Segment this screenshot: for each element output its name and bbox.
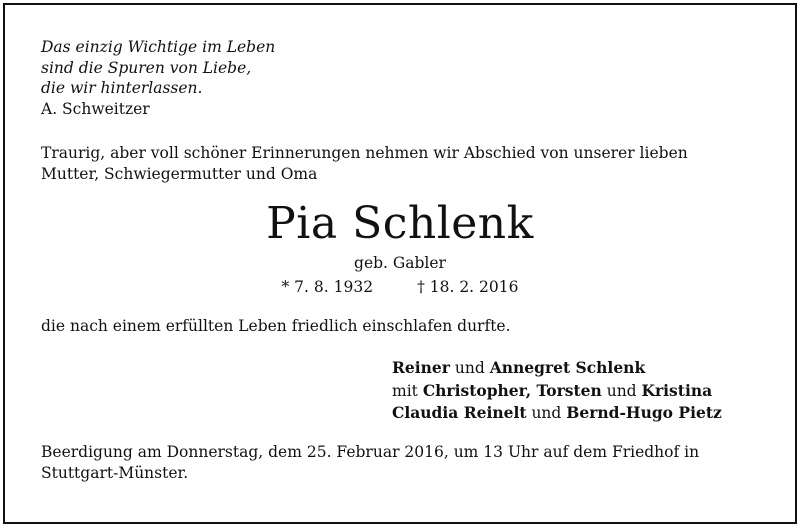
mourner-name: Reiner: [392, 358, 450, 377]
birth-date: * 7. 8. 1932: [281, 278, 374, 296]
mourners-row: [392, 402, 722, 425]
intro-text: [41, 143, 771, 185]
joiner: und: [449, 359, 490, 377]
epigraph-author: A. Schweitzer: [41, 99, 150, 118]
birth-name: geb. Gabler: [354, 254, 446, 272]
mourner-name: Annegret Schlenk: [489, 358, 646, 377]
epigraph-line: sind die Spuren von Liebe,: [41, 58, 252, 77]
joiner: und: [601, 381, 642, 400]
joiner: und: [526, 404, 567, 422]
intro-line: Traurig, aber voll schöner Erinnerungen nehmen wir Abschied von unserer lieben: [41, 144, 688, 162]
deceased-name: Pia Schlenk: [266, 198, 534, 249]
mourner-name: Bernd-Hugo Pietz: [566, 403, 722, 422]
funeral-info: [41, 442, 771, 484]
funeral-line: Stuttgart-Münster.: [41, 464, 189, 482]
mourners-row: [392, 380, 722, 403]
life-dates: [0, 277, 800, 297]
epigraph-line: Das einzig Wichtige im Leben: [41, 38, 276, 56]
epigraph-line: die wir hinterlassen.: [41, 79, 203, 97]
mourners-signature: [392, 357, 722, 425]
joiner: mit: [392, 381, 423, 400]
mourner-name: Claudia Reinelt: [392, 403, 527, 422]
intro-line: Mutter, Schwiegermutter und Oma: [41, 165, 318, 183]
funeral-line: Beerdigung am Donnerstag, dem 25. Februar 2016, um 13 Uhr auf dem Friedhof in: [41, 443, 700, 461]
closing-text: die nach einem erfüllten Leben friedlich einschlafen durfte.: [41, 317, 511, 335]
mourner-name: Christopher, Torsten: [422, 380, 602, 400]
mourner-name: Kristina: [641, 380, 713, 400]
death-date: † 18. 2. 2016: [417, 278, 519, 296]
epigraph: [41, 37, 275, 119]
mourners-row: [392, 357, 722, 380]
